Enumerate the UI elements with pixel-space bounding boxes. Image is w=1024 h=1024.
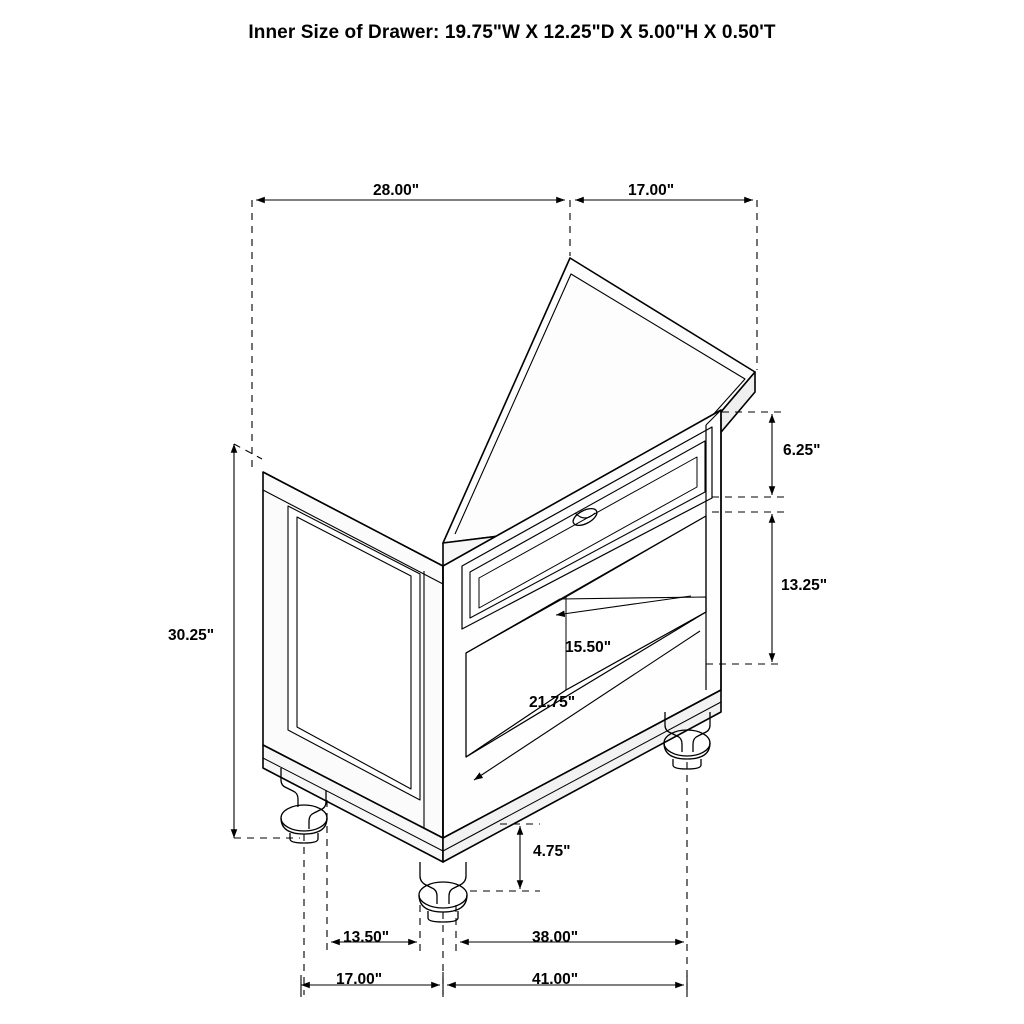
dim-foot-spacing-right: 38.00": [532, 929, 579, 946]
dim-inner-width: 21.75": [529, 694, 576, 711]
page-title: Inner Size of Drawer: 19.75"W X 12.25"D X 5.00"H X 0.50'T: [248, 22, 776, 43]
dim-top-left-width: 28.00": [373, 182, 420, 199]
dim-top-right-depth: 17.00": [628, 182, 675, 199]
furniture-outline: [263, 258, 755, 922]
dim-base-right: 41.00": [532, 971, 579, 988]
dim-shelf-depth: 15.50": [565, 639, 612, 656]
dim-base-left: 17.00": [336, 971, 383, 988]
dim-opening-height: 13.25": [781, 577, 828, 594]
dim-foot-spacing-left: 13.50": [343, 929, 390, 946]
dim-drawer-front-height: 6.25": [783, 442, 821, 459]
dim-overall-height: 30.25": [168, 627, 215, 644]
dim-leg-height: 4.75": [533, 843, 571, 860]
